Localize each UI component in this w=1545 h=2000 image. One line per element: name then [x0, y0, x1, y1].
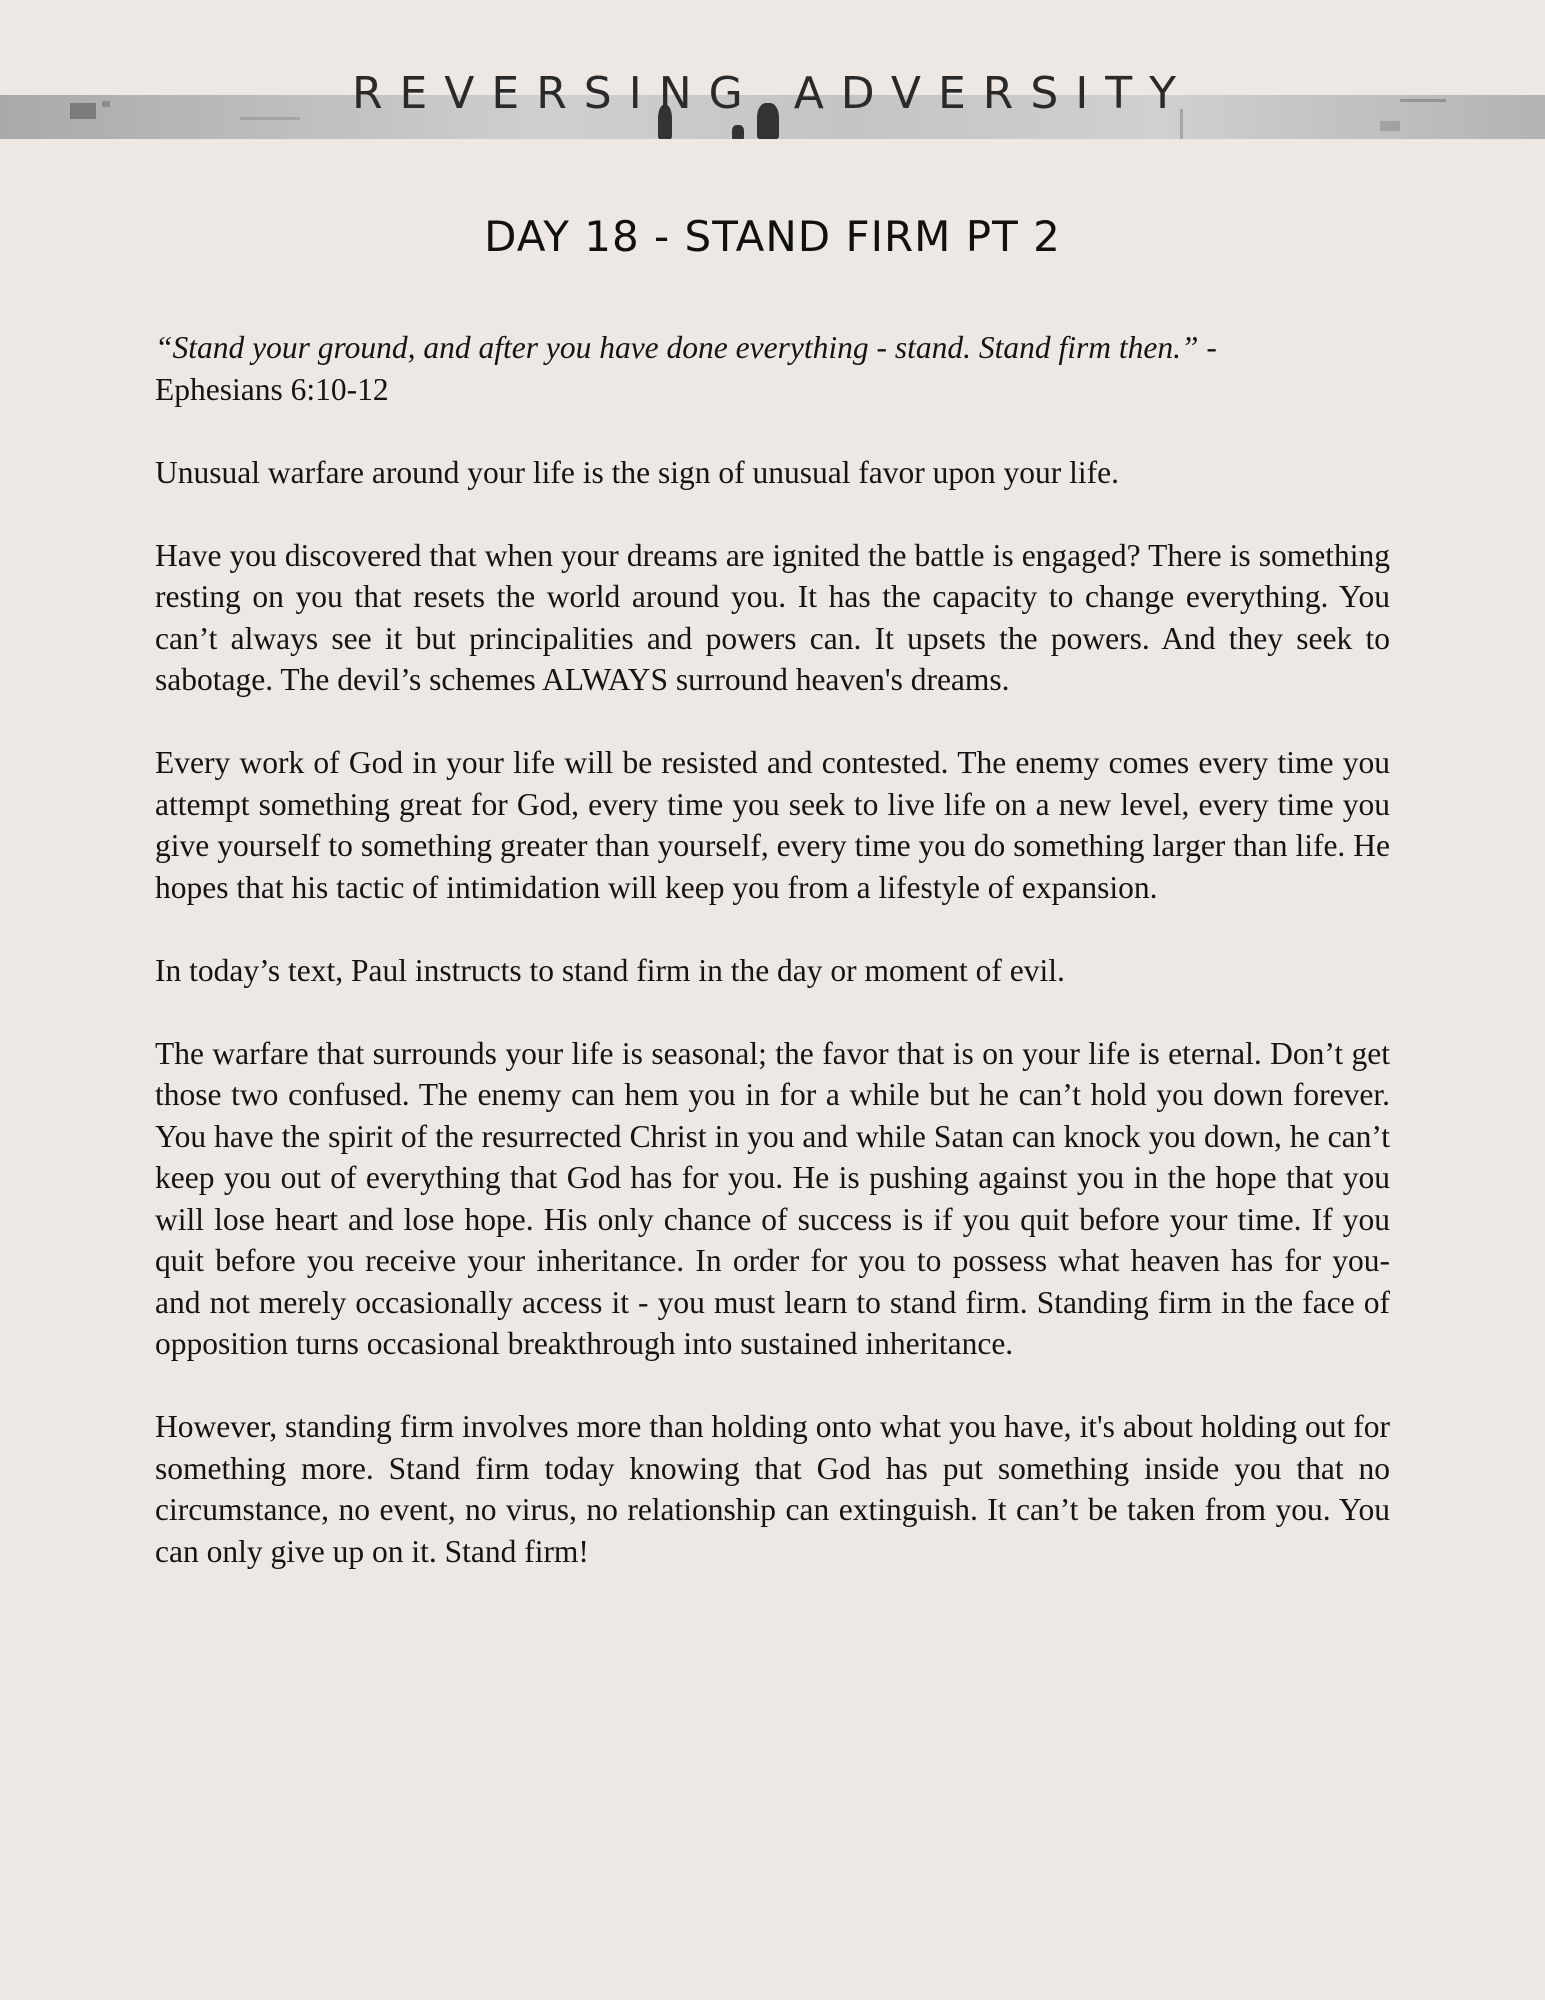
brand-wordmark	[0, 68, 1545, 119]
scripture-quote: “Stand your ground, and after you have done everything - stand. Stand firm then.”	[155, 330, 1199, 365]
paragraph-4: In today’s text, Paul instructs to stand firm in the day or moment of evil.	[155, 952, 1065, 988]
paragraph-3: Every work of God in your life will be resisted and contested. The enemy comes every time you attempt something great for God, every time you seek to live life on a new level, every time you give yourself to something greater than yourself, every time you do something larger than life. He hopes that his tactic of intimidation will keep you from a lifestyle of expansion.	[155, 745, 1390, 905]
scripture-reference: Ephesians 6:10-12	[155, 371, 389, 407]
scripture-dash: -	[1198, 330, 1217, 365]
paragraph-5: The warfare that surrounds your life is seasonal; the favor that is on your life is eternal. Don’t get those two confused. The enemy can hem you in for a while but he can’t hold you down forever. You have the spirit of the resurrected Christ in you and while Satan can knock you down, he can’t keep you out of everything that God has for you. He is pushing against you in the hope that you will lose heart and lose hope. His only chance of success is if you quit before your time. If you quit before you receive your inheritance. In order for you to possess what heaven has for you- and not merely occasionally access it - you must learn to stand firm. Standing firm in the face of opposition turns occasional breakthrough into sustained inheritance.	[155, 1035, 1390, 1361]
brand-word-reversing: REVERSING	[351, 68, 760, 119]
page-title: DAY 18 - STAND FIRM PT 2	[484, 212, 1061, 261]
paragraph-6: However, standing firm involves more than holding onto what you have, it's about holding out for something more. Stand firm today knowing that God has put something inside you that no circumstance, no event, no virus, no relationship can extinguish. It can’t be taken from you. You can only give up on it. Stand firm!	[155, 1409, 1390, 1569]
devotional-body	[155, 327, 1390, 1614]
scripture-block	[155, 327, 1390, 410]
paragraph-1: Unusual warfare around your life is the sign of unusual favor upon your life.	[155, 454, 1119, 490]
paragraph-2: Have you discovered that when your dreams are ignited the battle is engaged? There is something resting on you that resets the world around you. It has the capacity to change everything. You can’t always see it but principalities and powers can. It upsets the powers. And they seek to sabotage. The devil’s schemes ALWAYS surround heaven's dreams.	[155, 537, 1390, 697]
brand-word-adversity: ADVERSITY	[793, 68, 1194, 119]
